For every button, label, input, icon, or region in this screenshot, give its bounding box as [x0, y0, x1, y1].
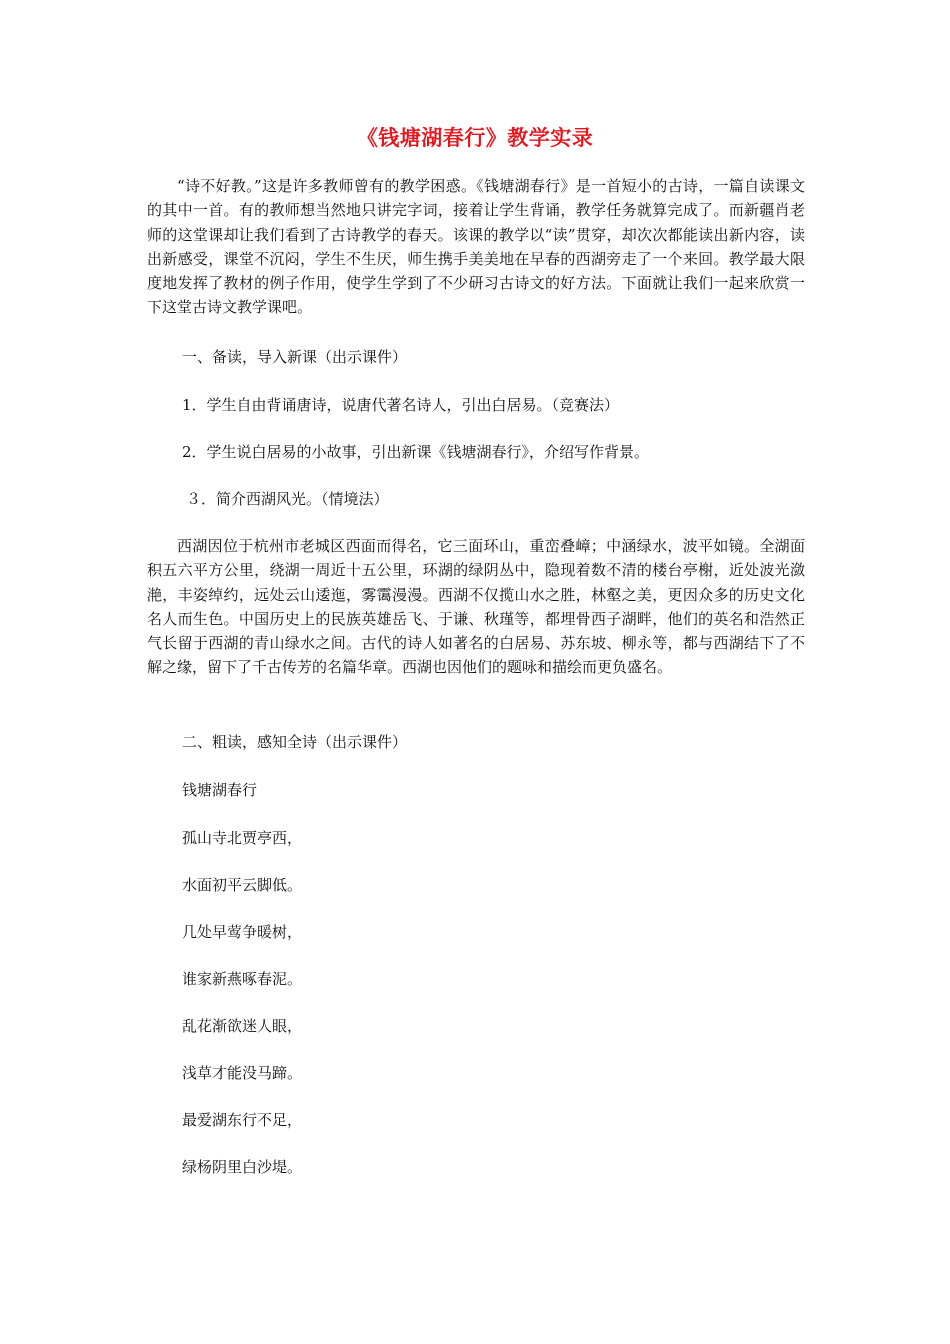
section-heading-1: 一、备读，导入新课（出示课件） — [182, 348, 408, 366]
step-2: 2．学生说白居易的小故事，引出新课《钱塘湖春行》，介绍写作背景。 — [182, 443, 650, 461]
step-3: ３．简介西湖风光。（情境法） — [186, 490, 389, 508]
poem-line: 乱花渐欲迷人眼， — [182, 1017, 303, 1035]
poem-line: 水面初平云脚低。 — [182, 876, 303, 894]
poem-line: 几处早莺争暖树， — [182, 923, 303, 941]
poem-line: 谁家新燕啄春泥。 — [182, 970, 303, 988]
westlake-paragraph: 西湖因位于杭州市老城区西面而得名，它三面环山，重峦叠嶂；中涵绿水，波平如镜。全湖面积五六平方公里，绕湖一周近十五公里，环湖的绿阴丛中，隐现着数不清的楼台亭榭，近处波光潋滟，丰姿绰约，远处云山逶迤，雾霭漫漫。西湖不仅揽山水之胜，林壑之美，更因众多的历史文化名人而生色。中国历史上的民族英雄岳飞、于谦、秋瑾等，都埋骨西子湖畔，他们的英名和浩然正气长留于西湖的青山绿水之间。古代的诗人如著名的白居易、苏东坡、柳永等，都与西湖结下了不解之缘，留下了千古传芳的名篇华章。西湖也因他们的题咏和描绘而更负盛名。 — [147, 537, 805, 677]
poem-line: 最爱湖东行不足， — [182, 1111, 303, 1129]
document-title: 《钱塘湖春行》教学实录 — [356, 126, 594, 150]
step-1: 1．学生自由背诵唐诗，说唐代著名诗人，引出白居易。（竞赛法） — [182, 396, 620, 414]
section-heading-2: 二、粗读，感知全诗（出示课件） — [182, 733, 408, 751]
poem-title: 钱塘湖春行 — [182, 781, 258, 799]
poem-line: 绿杨阴里白沙堤。 — [182, 1158, 303, 1176]
intro-paragraph: “诗不好教。”这是许多教师曾有的教学困惑。《钱塘湖春行》是一首短小的古诗，一篇自读课文的其中一首。有的教师想当然地只讲完字词，接着让学生背诵，教学任务就算完成了。而新疆肖老师的这堂课却让我们看到了古诗教学的春天。该课的教学以“读”贯穿，却次次都能读出新内容，读出新感受，课堂不沉闷，学生不生厌，师生携手美美地在早春的西湖旁走了一个来回。教学最大限度地发挥了教材的例子作用，使学生学到了不少研习古诗文的好方法。下面就让我们一起来欣赏一下这堂古诗文教学课吧。 — [147, 177, 805, 317]
poem-line: 孤山寺北贾亭西， — [182, 829, 303, 847]
poem-line: 浅草才能没马蹄。 — [182, 1064, 303, 1082]
